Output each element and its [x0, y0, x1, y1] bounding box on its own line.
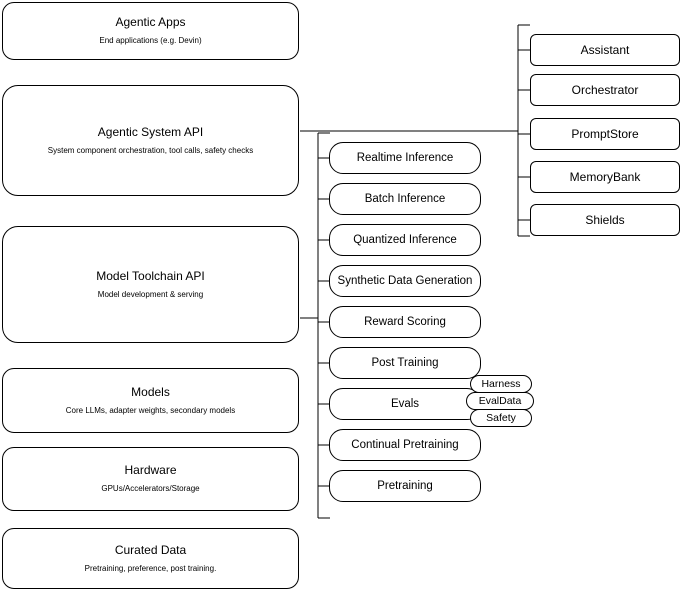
- service-assistant[interactable]: [530, 34, 680, 66]
- layer-title: Models: [131, 384, 170, 399]
- service-promptstore[interactable]: [530, 118, 680, 150]
- layer-subtitle: End applications (e.g. Devin): [99, 36, 202, 45]
- eval-pill-evaldata[interactable]: [466, 392, 534, 410]
- service-orchestrator[interactable]: [530, 74, 680, 106]
- service-label: PromptStore: [571, 127, 639, 141]
- layer-subtitle: Pretraining, preference, post training.: [84, 563, 217, 573]
- eval-pill-safety[interactable]: [470, 409, 532, 427]
- eval-pill-label: EvalData: [478, 395, 522, 407]
- stack-layer-model-toolchain-api[interactable]: [2, 226, 299, 343]
- stack-layer-agentic-system-api[interactable]: [2, 85, 299, 196]
- service-label: Assistant: [580, 43, 630, 57]
- layer-subtitle: GPUs/Accelerators/Storage: [101, 484, 200, 493]
- capability-label: Batch Inference: [364, 193, 446, 205]
- layer-subtitle: Core LLMs, adapter weights, secondary models: [65, 405, 236, 415]
- service-label: MemoryBank: [569, 170, 641, 184]
- capability-post-training[interactable]: [329, 347, 481, 379]
- capability-quantized-inference[interactable]: [329, 224, 481, 256]
- service-label: Shields: [585, 213, 625, 227]
- capability-batch-inference[interactable]: [329, 183, 481, 215]
- layer-title: Agentic Apps: [115, 15, 186, 29]
- capability-label: Quantized Inference: [353, 234, 457, 246]
- stack-layer-models[interactable]: [2, 368, 299, 433]
- service-memorybank[interactable]: [530, 161, 680, 193]
- eval-pill-harness[interactable]: [470, 375, 532, 393]
- capability-continual-pretraining[interactable]: [329, 429, 481, 461]
- stack-layer-hardware[interactable]: [2, 447, 299, 511]
- capability-reward-scoring[interactable]: [329, 306, 481, 338]
- capability-label: Realtime Inference: [356, 152, 454, 164]
- layer-title: Model Toolchain API: [96, 268, 205, 283]
- capability-label: Reward Scoring: [364, 316, 446, 328]
- capability-synthetic-data-generation[interactable]: [329, 265, 481, 297]
- capability-label: Evals: [390, 398, 420, 410]
- layer-subtitle: System component orchestration, tool calls, safety checks: [47, 145, 254, 155]
- capability-label: Post Training: [371, 357, 439, 369]
- service-shields[interactable]: [530, 204, 680, 236]
- capability-label: Synthetic Data Generation: [337, 275, 473, 287]
- capability-realtime-inference[interactable]: [329, 142, 481, 174]
- layer-subtitle: Model development & serving: [97, 289, 204, 299]
- capability-pretraining[interactable]: [329, 470, 481, 502]
- service-label: Orchestrator: [571, 83, 639, 97]
- stack-layer-agentic-apps[interactable]: [2, 2, 299, 60]
- capability-label: Pretraining: [377, 480, 433, 492]
- layer-title: Agentic System API: [97, 124, 204, 139]
- eval-pill-label: Harness: [481, 378, 521, 390]
- layer-title: Hardware: [124, 463, 177, 477]
- stack-layer-curated-data[interactable]: [2, 528, 299, 589]
- layer-title: Curated Data: [114, 542, 187, 557]
- eval-pill-label: Safety: [486, 412, 516, 424]
- capability-label: Continual Pretraining: [351, 439, 459, 451]
- capability-evals[interactable]: [329, 388, 481, 420]
